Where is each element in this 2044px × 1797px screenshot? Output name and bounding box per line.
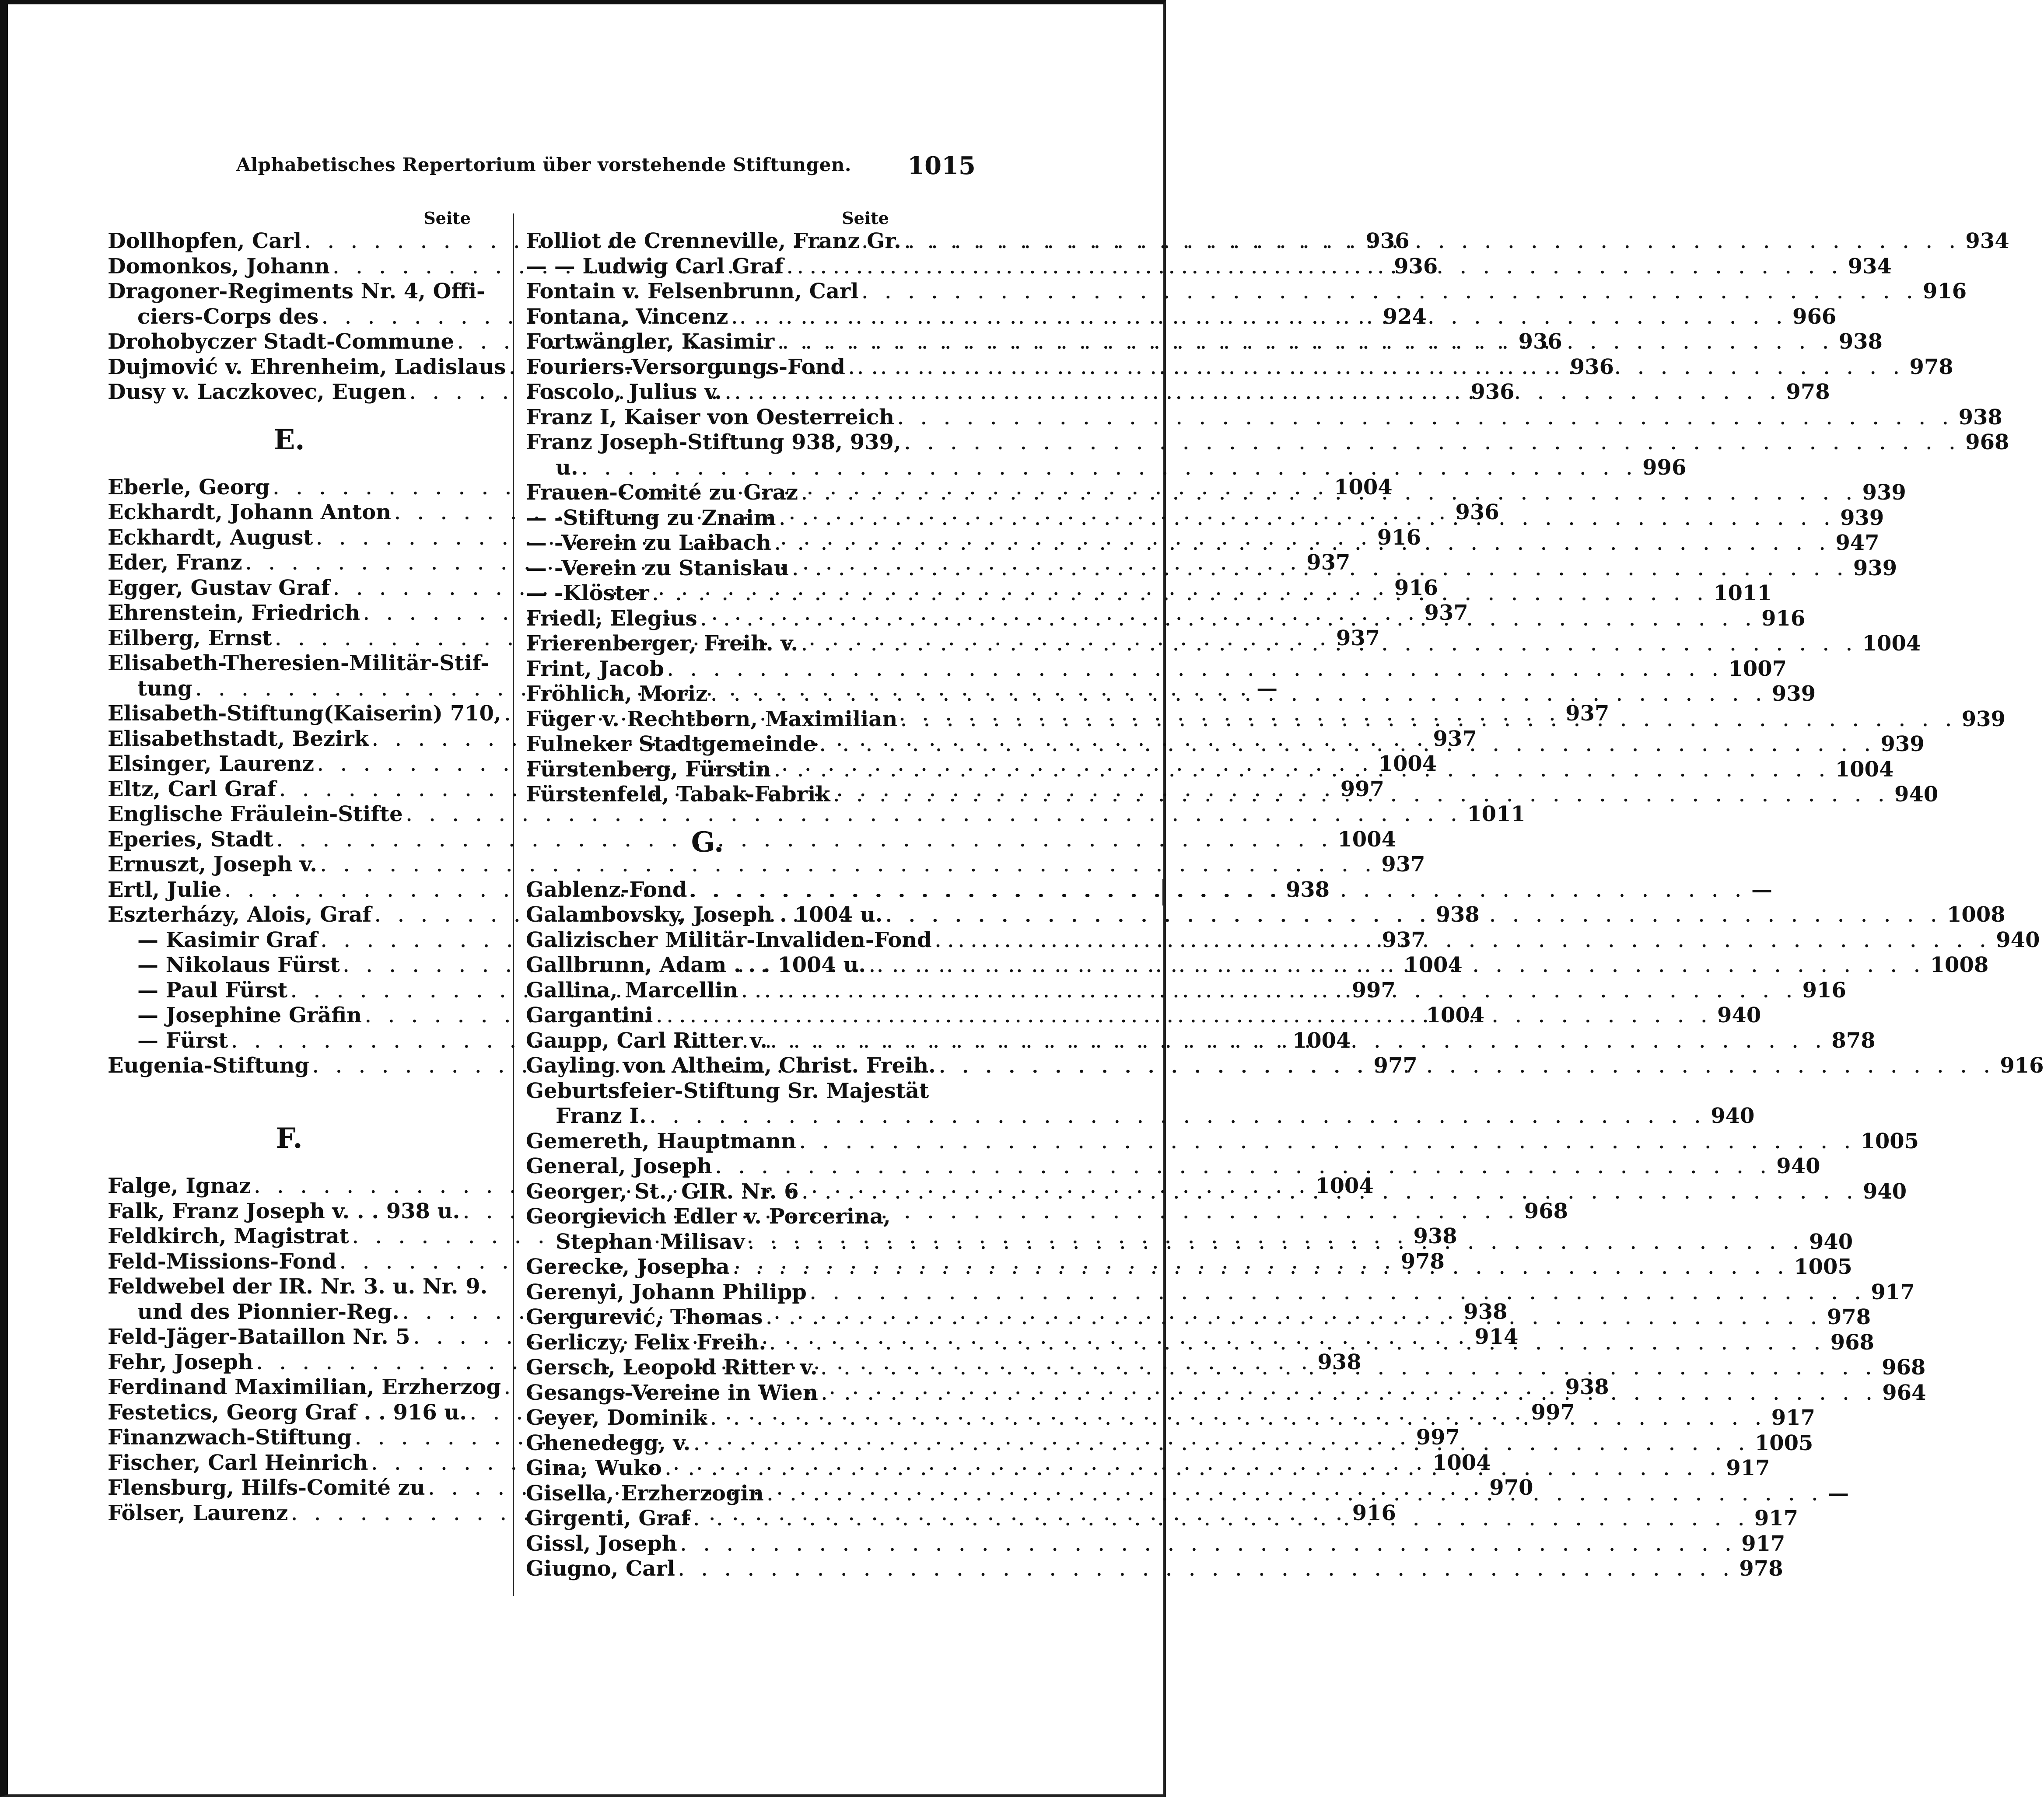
leader-dots xyxy=(738,980,1798,1005)
entry-name: Galizischer Militär-Invaliden-Fond xyxy=(526,927,932,952)
leader-dots xyxy=(707,1407,1767,1433)
entry-name: Girgenti, Graf xyxy=(526,1506,690,1531)
entry-page: 936 xyxy=(1365,229,1410,253)
leader-dots xyxy=(897,709,1957,734)
page-number: 1015 xyxy=(907,151,976,180)
entry-page: 940 xyxy=(1996,927,2040,952)
entry-page: 940 xyxy=(1711,1104,1755,1128)
entry-name: Eltz, Carl Graf xyxy=(108,776,276,801)
entry-name: Eilberg, Ernst xyxy=(108,626,272,650)
leader-dots xyxy=(774,331,1834,357)
index-entry xyxy=(526,1556,1783,1582)
leader-dots xyxy=(766,1332,1826,1357)
entry-page: 917 xyxy=(1754,1506,1799,1531)
entry-page: 997 xyxy=(1531,1400,1575,1425)
entry-page: 936 xyxy=(1394,254,1438,279)
entry-page: 937 xyxy=(1424,601,1468,625)
entry-name: Fischer, Carl Heinrich xyxy=(108,1450,368,1475)
entry-name: Drohobyczer Stadt-Commune xyxy=(108,329,455,354)
leader-dots xyxy=(796,1131,1856,1156)
entry-page: 917 xyxy=(1771,1405,1815,1430)
entry-page: 1007 xyxy=(1728,656,1787,681)
entry-name: Dusy v. Laczkovec, Eugen xyxy=(108,380,406,404)
entry-name: Fulneker Stadtgemeinde xyxy=(526,732,816,756)
entry-page: 924 xyxy=(1382,304,1427,329)
entry-page: 1004 xyxy=(1862,631,1921,656)
entry-name: Dujmović v. Ehrenheim, Ladislaus xyxy=(108,354,506,379)
leader-dots xyxy=(882,904,1942,930)
index-entry xyxy=(526,1204,889,1230)
entry-page: 1011 xyxy=(1467,802,1526,826)
entry-name: — -Klöster xyxy=(526,581,649,605)
entry-page: 916 xyxy=(1377,525,1421,550)
entry-page: 937 xyxy=(1336,626,1380,650)
entry-page: 938 xyxy=(1565,1375,1609,1399)
section-heading-g: G. xyxy=(691,825,724,859)
entry-page: 1004 xyxy=(1315,1174,1374,1198)
header-title: Alphabetisches Repertorium über vorstehende Stiftungen. xyxy=(236,154,851,175)
entry-page: 940 xyxy=(1863,1179,1907,1204)
entry-page: 968 xyxy=(1524,1199,1568,1224)
entry-page: 878 xyxy=(1831,1028,1876,1053)
leader-dots xyxy=(745,1231,1805,1257)
index-entry xyxy=(526,279,1967,304)
entry-name: Ghenedegg, v. xyxy=(526,1430,691,1455)
entry-name: Elisabeth-Stiftung(Kaiserin) 710, xyxy=(108,701,501,726)
leader-dots xyxy=(690,1508,1750,1533)
entry-name: Gina, Wuko xyxy=(526,1456,662,1480)
index-entry xyxy=(526,1078,929,1104)
leader-dots xyxy=(901,432,1961,457)
entry-name: Eberle, Georg xyxy=(108,475,270,500)
entry-name: Foscolo, Julius v. xyxy=(526,380,722,404)
index-entry xyxy=(108,1274,488,1300)
leader-dots xyxy=(784,256,1844,281)
index-entry xyxy=(526,656,1787,682)
entry-page: 966 xyxy=(1792,304,1837,329)
entry-page: 1004 xyxy=(1404,953,1463,977)
entry-page: 1005 xyxy=(1794,1255,1852,1279)
entry-name: Füger v. Rechtborn, Maximilian xyxy=(526,706,898,731)
leader-dots xyxy=(578,457,1638,482)
index-entry xyxy=(526,682,1816,707)
entry-page: 916 xyxy=(2000,1053,2044,1078)
entry-page: 997 xyxy=(1340,776,1384,801)
leader-dots xyxy=(722,381,1782,407)
entry-name: — -Stiftung zu Znaim xyxy=(526,505,776,530)
entry-name: Ehrenstein, Friedrich xyxy=(108,601,360,625)
leader-dots xyxy=(830,784,1890,809)
entry-name: Fouriers-Versorgungs-Fond xyxy=(526,354,845,379)
entry-page: 978 xyxy=(1827,1305,1871,1329)
entry-name: Finanzwach-Stiftung xyxy=(108,1425,352,1450)
leader-dots xyxy=(894,407,1954,432)
entry-page: 937 xyxy=(1565,701,1610,726)
entry-page: 916 xyxy=(1352,1500,1396,1525)
leader-dots xyxy=(687,879,1747,905)
entry-name: Englische Fräulein-Stifte xyxy=(108,802,403,826)
entry-name: Gissl, Joseph xyxy=(526,1531,677,1556)
entry-page: 937 xyxy=(1306,550,1351,575)
entry-page: 970 xyxy=(1489,1475,1533,1500)
entry-page: 940 xyxy=(1894,782,1939,807)
entry-page: 938 xyxy=(1435,902,1480,927)
entry-page: 977 xyxy=(1373,1053,1418,1078)
entry-name: Dragoner-Regiments Nr. 4, Offi- xyxy=(108,279,485,304)
entry-page: 978 xyxy=(1739,1556,1783,1581)
entry-page: 978 xyxy=(1909,354,1953,379)
entry-name: Gerenyi, Johann Philipp xyxy=(526,1280,807,1304)
entry-name: u. xyxy=(556,455,578,480)
entry-page: 937 xyxy=(1381,852,1425,877)
entry-page: 1004 xyxy=(1426,1003,1485,1028)
leader-dots xyxy=(730,1256,1790,1282)
entry-page: 938 xyxy=(1317,1349,1362,1374)
entry-name: Geburtsfeier-Stiftung Sr. Majestät xyxy=(526,1078,929,1103)
entry-name: Frauen-Comité zu Graz xyxy=(526,480,798,505)
entry-page: 940 xyxy=(1776,1154,1820,1178)
leader-dots xyxy=(936,1055,1996,1080)
entry-name: Gargantini xyxy=(526,1003,653,1028)
entry-name: — Fürst xyxy=(137,1028,228,1053)
entry-page: 937 xyxy=(1433,726,1477,751)
entry-name: Elisabethstadt, Bezirk xyxy=(108,726,369,751)
entry-page: 968 xyxy=(1965,430,2009,454)
entry-page: 997 xyxy=(1416,1425,1460,1450)
leader-dots xyxy=(653,1005,1713,1030)
index-entry xyxy=(526,1104,1755,1129)
entry-page: — xyxy=(1828,1481,1849,1506)
entry-name: Fölser, Laurenz xyxy=(108,1500,288,1525)
entry-name: — Josephine Gräfin xyxy=(137,1003,362,1028)
leader-dots xyxy=(690,1433,1750,1458)
entry-name: Gemereth, Hauptmann xyxy=(526,1129,796,1154)
seite-label: Seite xyxy=(842,208,889,228)
entry-page: 1004 xyxy=(1835,757,1894,782)
entry-name: Flensburg, Hilfs-Comité zu xyxy=(108,1475,425,1500)
entry-name: Franz I, Kaiser von Oesterreich xyxy=(526,405,895,430)
entry-name: Folliot de Crenneville, Franz Gr. xyxy=(526,229,901,253)
entry-name: Friedl, Elegius xyxy=(526,606,697,631)
entry-page: 937 xyxy=(1382,927,1426,952)
entry-page: 940 xyxy=(1717,1003,1761,1028)
index-entry xyxy=(108,802,1526,827)
entry-page: 978 xyxy=(1786,380,1830,404)
entry-name: Stephan Milisav xyxy=(556,1229,745,1254)
entry-page: 934 xyxy=(1848,254,1892,279)
entry-name: Dollhopfen, Carl xyxy=(108,229,301,253)
entry-name: tung xyxy=(137,676,192,701)
leader-dots xyxy=(707,683,1768,709)
entry-name: Gerliczy, Felix Freih. xyxy=(526,1330,766,1355)
entry-page: 934 xyxy=(1965,229,2009,253)
entry-name: Elsinger, Laurenz xyxy=(108,752,315,776)
entry-name: General, Joseph xyxy=(526,1154,712,1178)
entry-page: 968 xyxy=(1830,1330,1874,1355)
entry-page: 939 xyxy=(1880,732,1925,756)
entry-page: 1008 xyxy=(1930,953,1989,977)
entry-page: 936 xyxy=(1518,329,1562,354)
entry-name: Fehr, Joseph xyxy=(108,1349,253,1374)
entry-name: Eckhardt, August xyxy=(108,525,313,550)
entry-page: — xyxy=(1751,877,1772,902)
entry-name: Geyer, Dominik xyxy=(526,1405,707,1430)
leader-dots xyxy=(771,759,1831,784)
entry-page: 939 xyxy=(1853,556,1897,580)
leader-dots xyxy=(818,1357,1878,1382)
entry-page: 939 xyxy=(1771,682,1816,706)
entry-page: 917 xyxy=(1741,1531,1785,1556)
entry-page: 964 xyxy=(1882,1380,1926,1405)
entry-name: — Paul Fürst xyxy=(137,978,288,1003)
leader-dots xyxy=(858,281,1918,306)
entry-page: 916 xyxy=(1922,279,1967,304)
entry-name: Falge, Ignaz xyxy=(108,1174,251,1198)
leader-dots xyxy=(816,734,1876,759)
index-entry xyxy=(526,405,2002,430)
leader-dots xyxy=(818,1382,1878,1408)
entry-name: Gallina, Marcellin xyxy=(526,978,738,1003)
entry-page: 939 xyxy=(1840,505,1884,530)
entry-name: Feldwebel der IR. Nr. 3. u. Nr. 9. xyxy=(108,1274,488,1299)
index-entry xyxy=(108,279,485,304)
entry-name: Fröhlich, Moriz xyxy=(526,682,708,706)
leader-dots xyxy=(664,658,1724,684)
entry-page: 936 xyxy=(1570,354,1614,379)
seite-label: Seite xyxy=(424,208,471,228)
leader-dots xyxy=(789,558,1849,583)
leader-dots xyxy=(798,633,1858,658)
section-heading-e: E. xyxy=(273,423,305,456)
entry-name: Fortwängler, Kasimir xyxy=(526,329,775,354)
leader-dots xyxy=(697,608,1757,633)
entry-page: 940 xyxy=(1809,1229,1853,1254)
entry-page: 1004 xyxy=(1378,752,1437,776)
leader-dots xyxy=(901,231,1961,256)
entry-name: Gersch, Leopold Ritter v. xyxy=(526,1355,818,1380)
entry-name: — — Ludwig Carl Graf xyxy=(526,254,784,279)
entry-name: Gayling von Altheim, Christ. Freih. xyxy=(526,1053,936,1078)
leader-dots xyxy=(807,1282,1867,1307)
index-entry xyxy=(526,1531,1785,1557)
entry-name: Gallbrunn, Adam . . . 1004 u. xyxy=(526,953,866,977)
entry-page: 1004 xyxy=(1334,475,1393,500)
entry-name: Feldkirch, Magistrat xyxy=(108,1224,349,1248)
entry-page: 938 xyxy=(1285,877,1330,902)
leader-dots xyxy=(764,1483,1824,1508)
entry-page: 917 xyxy=(1871,1280,1915,1304)
entry-name: Eder, Franz xyxy=(108,550,242,575)
entry-name: Fürstenberg, Fürstin xyxy=(526,757,771,782)
entry-name: Gerecke, Josepha xyxy=(526,1255,730,1279)
entry-page: 938 xyxy=(1838,329,1883,354)
entry-name: Georger, St., GIR. Nr. 6 xyxy=(526,1179,799,1204)
leader-dots xyxy=(771,532,1831,558)
entry-page: 914 xyxy=(1474,1325,1519,1349)
entry-name: Frint, Jacob xyxy=(526,656,664,681)
entry-page: 997 xyxy=(1351,978,1396,1003)
entry-page: 916 xyxy=(1802,978,1846,1003)
entry-name: Gisella, Erzherzogin xyxy=(526,1481,764,1506)
entry-name: Eperies, Stadt xyxy=(108,827,273,852)
leader-dots xyxy=(649,583,1709,608)
entry-name: — -Verein zu Laibach xyxy=(526,531,771,555)
entry-name: und des Pionnier-Reg. xyxy=(137,1299,399,1324)
leader-dots xyxy=(845,354,1905,382)
entry-name: Eugenia-Stiftung xyxy=(108,1053,309,1078)
entry-page: 938 xyxy=(1463,1299,1508,1324)
index-entry xyxy=(108,852,1425,878)
entry-name: Galambovsky, Joseph . 1004 u. xyxy=(526,902,883,927)
entry-page: 938 xyxy=(1958,405,2002,430)
leader-dots xyxy=(675,1558,1735,1584)
leader-dots xyxy=(798,1181,1858,1206)
entry-page: 968 xyxy=(1882,1355,1926,1380)
entry-page: 1008 xyxy=(1947,902,2006,927)
entry-name: Ernuszt, Joseph v. xyxy=(108,852,317,877)
entry-name: Feld-Jäger-Bataillon Nr. 5 xyxy=(108,1325,410,1349)
leader-dots xyxy=(712,1156,1772,1181)
index-entry xyxy=(526,455,1687,481)
entry-page: 1005 xyxy=(1754,1430,1813,1455)
entry-page: 947 xyxy=(1835,531,1880,555)
entry-page: 939 xyxy=(1862,480,1906,505)
entry-page: — xyxy=(1256,676,1278,701)
entry-name: Domonkos, Johann xyxy=(108,254,330,279)
entry-page: 996 xyxy=(1642,455,1687,480)
entry-name: — -Verein zu Stanislau xyxy=(526,556,789,580)
index-entry xyxy=(526,1154,1820,1179)
entry-page: 1011 xyxy=(1713,581,1772,605)
leader-dots xyxy=(932,927,1992,955)
index-entry xyxy=(526,757,1894,783)
running-header xyxy=(236,151,976,185)
entry-name: Ferdinand Maximilian, Erzherzog xyxy=(108,1375,501,1399)
entry-name: Fontain v. Felsenbrunn, Carl xyxy=(526,279,859,304)
leader-dots xyxy=(763,1307,1823,1332)
entry-page: 916 xyxy=(1761,606,1806,631)
leader-dots xyxy=(677,1533,1737,1559)
entry-page: 1005 xyxy=(1860,1129,1919,1154)
entry-page: 1004 xyxy=(1337,827,1396,852)
index-entry xyxy=(526,430,2009,455)
entry-name: Egger, Gustav Graf xyxy=(108,575,330,600)
index-entry xyxy=(108,651,490,676)
entry-name: Festetics, Georg Graf . . 916 u. xyxy=(108,1400,467,1425)
entry-page: 936 xyxy=(1455,500,1499,524)
entry-name: Fürstenfeld, Tabak-Fabrik xyxy=(526,782,830,807)
entry-page: 939 xyxy=(1961,706,2006,731)
entry-name: Gaupp, Carl Ritter v. xyxy=(526,1028,767,1053)
leader-dots xyxy=(662,1458,1722,1483)
leader-dots xyxy=(767,1030,1827,1056)
entry-name: ciers-Corps des xyxy=(137,304,319,329)
section-heading-f: F. xyxy=(276,1122,303,1155)
entry-name: Fontana, Vincenz xyxy=(526,304,728,329)
entry-name: — Kasimir Graf xyxy=(137,927,318,952)
entry-page: 936 xyxy=(1470,380,1515,404)
leader-dots xyxy=(798,482,1858,507)
entry-name: Elisabeth-Theresien-Militär-Stif- xyxy=(108,651,490,675)
entry-name: Gergurević, Thomas xyxy=(526,1305,763,1329)
entry-page: 917 xyxy=(1726,1456,1770,1480)
entry-page: 916 xyxy=(1394,575,1438,600)
index-entry xyxy=(526,1129,1919,1154)
entry-name: Gesangs-Vereine in Wien xyxy=(526,1380,818,1405)
entry-page: 1004 xyxy=(1432,1450,1491,1475)
entry-name: — Nikolaus Fürst xyxy=(137,953,340,977)
entry-name: Feld-Missions-Fond xyxy=(108,1249,337,1274)
index-entry xyxy=(526,953,1989,978)
leader-dots xyxy=(866,954,1926,980)
entry-page: 1004 xyxy=(1292,1028,1351,1053)
leader-dots xyxy=(776,507,1836,533)
leader-dots xyxy=(728,306,1788,332)
entry-name: Franz Joseph-Stiftung 938, 939, xyxy=(526,430,901,454)
entry-page: 938 xyxy=(1413,1224,1457,1248)
entry-name: Falk, Franz Joseph v. . . 938 u. xyxy=(108,1199,460,1224)
index-entry xyxy=(526,1280,1915,1305)
entry-name: Frierenberger, Freih. v. xyxy=(526,631,798,656)
entry-name: Eszterházy, Alois, Graf xyxy=(108,902,372,927)
entry-name: Georgievich Edler v. Porcerina, xyxy=(526,1204,891,1229)
entry-name: Eckhardt, Johann Anton xyxy=(108,500,391,524)
entry-name: Gablenz-Fond xyxy=(526,877,687,902)
leader-dots xyxy=(647,1105,1707,1131)
entry-name: Ertl, Julie xyxy=(108,877,222,902)
index-entry xyxy=(108,827,1396,853)
entry-name: Franz I. xyxy=(556,1104,647,1128)
entry-name: Giugno, Carl xyxy=(526,1556,675,1581)
spacer xyxy=(108,1079,471,1104)
entry-page: 978 xyxy=(1400,1249,1445,1274)
